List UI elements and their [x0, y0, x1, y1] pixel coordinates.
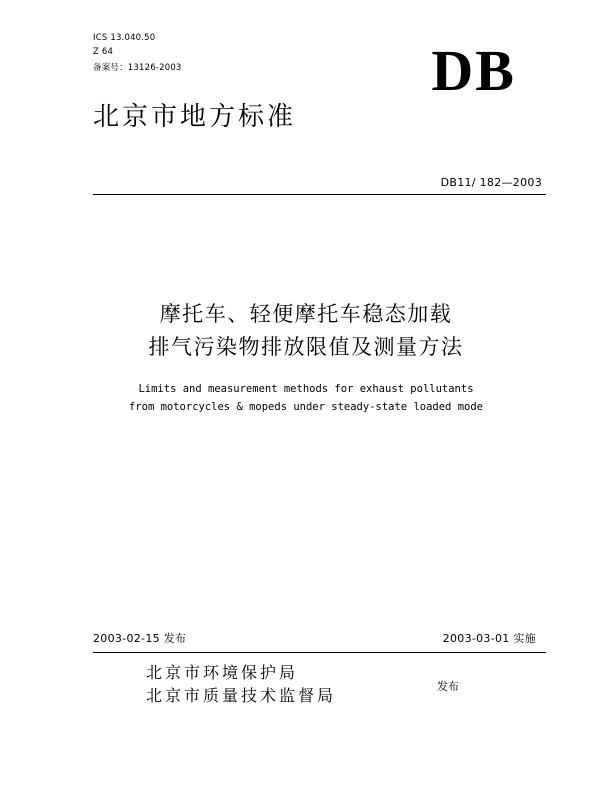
- title-en-line2: from motorcycles & mopeds under steady-state loaded mode: [128, 401, 483, 413]
- record-number: 备案号：13126-2003: [93, 63, 182, 73]
- classification-code: Z 64: [93, 47, 114, 57]
- ics-code: ICS 13.040.50: [93, 33, 156, 43]
- title-cn-line1: 摩托车、轻便摩托车稳态加载: [159, 302, 453, 326]
- issuer-quality-bureau: 北京市质量技术监督局: [146, 686, 337, 705]
- db-logo: DB: [431, 38, 516, 103]
- top-divider: [93, 194, 546, 195]
- title-en-line1: Limits and measurement methods for exhaust pollutants: [138, 383, 474, 395]
- bottom-divider: [93, 652, 546, 653]
- title-cn-line2: 排气污染物排放限值及测量方法: [148, 335, 464, 359]
- issuer-environment-bureau: 北京市环境保护局: [146, 663, 299, 682]
- standard-number: DB11/ 182—2003: [440, 176, 542, 189]
- standard-name: 北京市地方标准: [93, 102, 297, 132]
- issue-date: 2003-02-15 发布: [93, 632, 187, 645]
- effective-date: 2003-03-01 实施: [442, 632, 536, 645]
- issue-action: 发布: [437, 680, 459, 693]
